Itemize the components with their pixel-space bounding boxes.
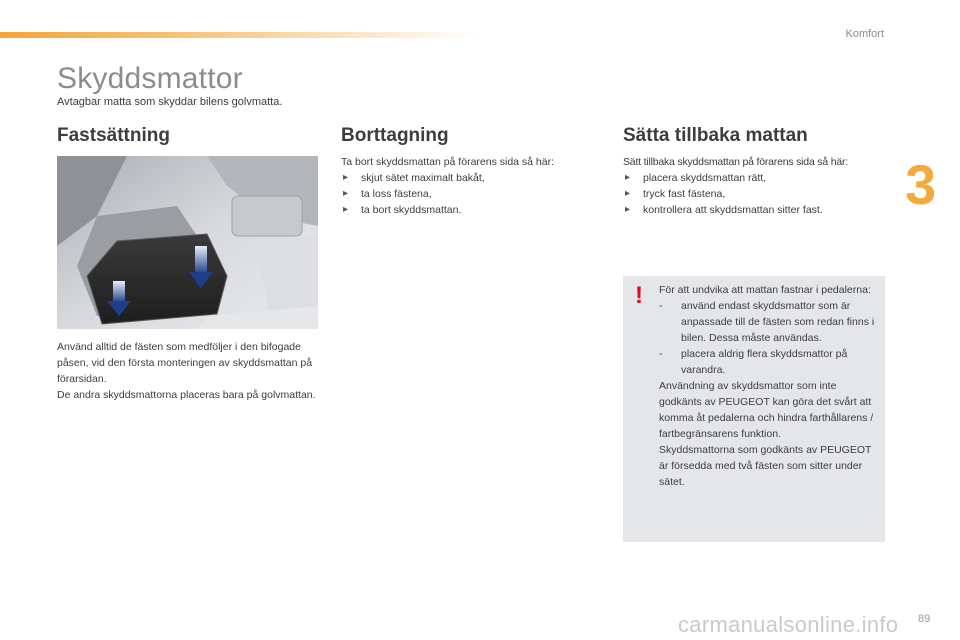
page-subtitle: Avtagbar matta som skyddar bilens golvmatta. [57,96,283,108]
borttagning-steps [341,170,603,218]
floor-mat-illustration [57,156,318,329]
borttagning-intro: Ta bort skyddsmattan på förarens sida så här: [341,156,555,168]
page-number: 89 [918,613,931,625]
list-item: ▸ tryck fast fästena, [623,186,888,202]
heading-fastsattning: Fastsättning [57,125,170,146]
page-title: Skyddsmattor [57,62,243,95]
warning-text [659,282,881,490]
warning-box [623,276,885,542]
floor-mat-photo [57,156,318,329]
list-item: ▸ ta loss fästena, [341,186,603,202]
warning-paragraph: Skyddsmattorna som godkänts av PEUGEOT är försedda med två fästen som sitter under sätet. [659,444,872,488]
warning-list [659,298,881,378]
satta-tillbaka-intro: Sätt tillbaka skyddsmattan på förarens sida så här: [623,156,849,168]
list-item [659,346,881,378]
fastsattning-paragraph: De andra skyddsmattorna placeras bara på golvmattan. [57,389,316,401]
watermark: carmanualsonline.info [678,612,899,637]
header-accent-bar [0,32,480,38]
list-item: ▸ kontrollera att skyddsmattan sitter fast. [623,202,888,218]
satta-tillbaka-text [623,154,888,218]
chapter-number: 3 [905,153,937,216]
fastsattning-paragraph: Använd alltid de fästen som medföljer i den bifogade påsen, vid den första monteringen av skyddsmattan på förarsidan. [57,341,313,385]
warning-exclamation-icon: ! [635,282,643,309]
section-label: Komfort [845,28,884,40]
satta-tillbaka-steps [623,170,888,218]
list-item: ▸ ta bort skyddsmattan. [341,202,603,218]
list-item: ▸ placera skyddsmattan rätt, [623,170,888,186]
warning-paragraph: Användning av skyddsmattor som inte godkänts av PEUGEOT kan göra det svårt att komma åt pedalerna och hindra farthållarens / fartbegränsarens funktion. [659,380,874,440]
warning-item-text: använd endast skyddsmattor som är anpassade till de fästen som redan finns i bilen. Dessa måste användas. [681,300,875,344]
borttagning-text [341,154,603,218]
dash-marker: - [659,300,663,312]
dash-marker: - [659,348,663,360]
heading-borttagning: Borttagning [341,125,449,146]
list-item [659,298,881,346]
warning-intro: För att undvika att mattan fastnar i pedalerna: [659,284,871,296]
list-item: ▸ skjut sätet maximalt bakåt, [341,170,603,186]
fastsattning-text [57,339,319,403]
warning-item-text: placera aldrig flera skyddsmattor på varandra. [681,348,848,376]
heading-satta-tillbaka: Sätta tillbaka mattan [623,125,808,146]
